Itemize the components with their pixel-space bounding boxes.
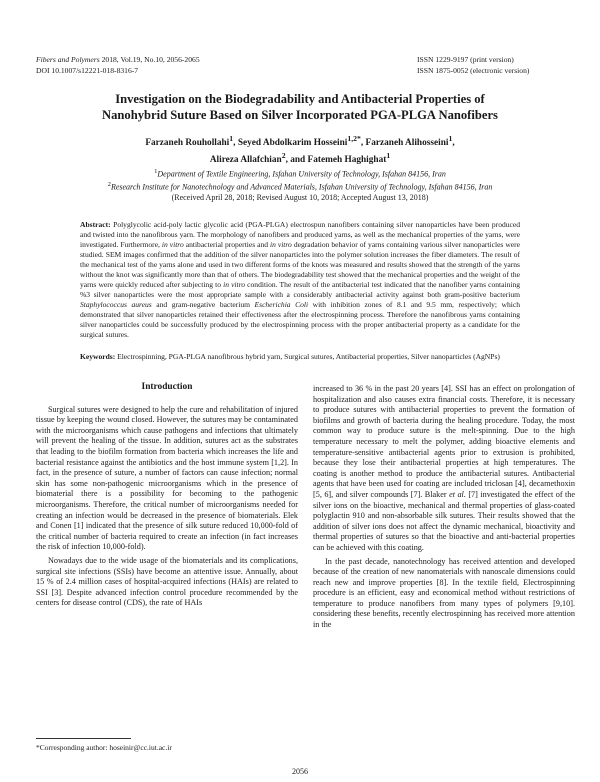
issn-electronic: ISSN 1875-0052 (electronic version) bbox=[417, 66, 530, 75]
abstract-text: degradation behavior of yarns containing various silver nanoparticles were studied. SEM images confirmed that the addition of the silver nanoparticles into the polymer solution increases the fiber diameters. The result of the mechanical test of the yarns alone and used in two different forms of the knots was measured and results showed that the strength of the yarns without the knot was significantly more than that of others. The biodegradability test showed that the mechanical properties and the weight of the yarns were quickly reduced after subjecting to bbox=[80, 240, 520, 289]
paragraph-text: [7] investigated the effect of the silver ions on the bioactive, mechanical and thermal properties of glass-coated polyglactin 910 and non-absorbable silk sutures. Their results showed that the addition of silver ions does not affect the dynamic mechanical, bioactivity and thermal properties of sutures so that the bioactive and anti-bacterial properties can be achieved with this coating. bbox=[313, 489, 576, 552]
left-column bbox=[36, 382, 298, 612]
author-affiliation-mark: 1 bbox=[448, 134, 453, 143]
paragraph-text: increased to 36 % in the past 20 years [4]. SSI has an effect on prolongation of hospitalization and also causes extra financial costs. Therefore, it is necessary to produce sutures with antibacterial properties to prevent the formation of biofilms and growth of bacteria during the healing procedure. Today, the most common way to produce suture is the melt-spinning. Due to the high temperature necessary to melt the polymer, adding bioactive elements and temperature-sensitive antibacterial agents prior to extrusion is prohibited, because they lose their antibacterial properties at high temperatures. The coating is another method to produce the antibacterial sutures. Antibacterial agents that have been used for coating are included triclosan [4], decamethoxin [5, 6], and silver compounds [7]. Blaker bbox=[313, 384, 575, 499]
doi: DOI 10.1007/s12221-018-8316-7 bbox=[36, 66, 139, 75]
paragraph bbox=[313, 384, 575, 554]
footnote-label: *Corresponding author: bbox=[36, 743, 110, 752]
author-affiliation-mark: 1 bbox=[229, 134, 234, 143]
author-name: Farzaneh Alihosseini bbox=[365, 138, 449, 149]
author-separator: , bbox=[285, 154, 291, 165]
paragraph: In the past decade, nanotechnology has received attention and developed because of the creation of new nanomaterials with nanoscale dimensions could reach new and improve properties [8]. In the textile field, Electrospinning procedure is an efficient, easy and economical method without restrictions of temperature to produce nanofibers from many types of polymers [9,10]. considering these benefits, recently electrospinning has received more attention in the bbox=[313, 556, 575, 630]
footnote-divider bbox=[36, 738, 131, 739]
affiliation-mark: 2 bbox=[107, 180, 111, 188]
author-affiliation-mark: 1,2* bbox=[347, 134, 361, 143]
author-affiliation-mark: 1 bbox=[386, 150, 391, 160]
authors-line-1 bbox=[40, 133, 560, 150]
abstract-text: antibacterial properties and bbox=[183, 240, 271, 249]
paper-title bbox=[40, 92, 560, 123]
title-line-1: Investigation on the Biodegradability and Antibacterial Properties of bbox=[115, 92, 485, 106]
received-dates: (Received April 28, 2018; Revised August 10, 2018; Accepted August 13, 2018) bbox=[171, 192, 429, 202]
keywords bbox=[80, 352, 520, 362]
abstract-text: and gram-negative bacterium bbox=[151, 300, 255, 309]
abstract bbox=[80, 220, 520, 340]
issn-header bbox=[417, 54, 529, 76]
author-email-link[interactable]: hoseinir@cc.iut.ac.ir bbox=[109, 743, 172, 752]
author-separator: , bbox=[360, 138, 366, 149]
corresponding-author-footnote bbox=[36, 743, 172, 752]
abstract-text: with inhibition zones of 8.1 and 9.5 mm, respectively; which demonstrated that silver nanoparticles retained their effectiveness after the electrospinning process. Therefore the nanofibrous yarns containing silver nanoparticles could be successfully produced by the electrospinning process with the proper antibacterial property as a candidate for the surgical sutures. bbox=[80, 300, 521, 339]
author-name: Fatemeh Haghighat bbox=[307, 154, 387, 165]
author-conjunction: and bbox=[290, 154, 308, 165]
right-column bbox=[313, 384, 575, 634]
abstract-label: Abstract: bbox=[80, 220, 111, 229]
journal-citation bbox=[36, 54, 200, 65]
author-name: Farzaneh Rouhollahi bbox=[145, 138, 230, 149]
title-line-2: Nanohybrid Suture Based on Silver Incorporated PGA-PLGA Nanofibers bbox=[102, 107, 498, 122]
affiliation-2 bbox=[20, 180, 580, 193]
affiliation-mark: 1 bbox=[154, 168, 158, 175]
page-number: 2056 bbox=[292, 767, 308, 776]
abstract-italic: Staphylococcus aureus bbox=[80, 300, 152, 309]
affiliations bbox=[20, 167, 580, 203]
author-separator: , bbox=[233, 138, 238, 149]
author-name: Seyed Abdolkarim Hosseini bbox=[237, 138, 348, 149]
journal-name: Fibers and Polymers bbox=[36, 55, 100, 64]
abstract-text: condition. The result of the antibacterial test indicated that the nanofiber yarns containing %3 silver nanoparticles were the most appropriate sample with a considerably antibacterial activity against both gram-positive bacterium bbox=[80, 280, 520, 299]
author-list bbox=[40, 133, 560, 166]
journal-volume: 2018, Vol.19, No.10, 2056-2065 bbox=[99, 55, 200, 64]
author-affiliation-mark: 2 bbox=[281, 150, 286, 160]
section-heading: Introduction bbox=[141, 382, 193, 392]
affiliation-text: Department of Textile Engineering, Isfahan University of Technology, Isfahan 84156, Iran bbox=[157, 169, 446, 179]
author-name: Alireza Allafchian bbox=[209, 154, 282, 165]
affiliation-1 bbox=[20, 167, 580, 180]
authors-line-2 bbox=[40, 150, 560, 167]
journal-header bbox=[36, 54, 200, 76]
paragraph: Surgical sutures were designed to help the cure and rehabilitation of injured tissue by keeping the wound closed. However, the sutures may be contaminated with the microorganisms which cause pathogens and infections that ultimately will prevent the healing of the tissue. In addition, sutures act as the substrates that leading to the biofilm formation from bacteria which increases the life and bacterial resistance against the antibiotics and the host immune system [1,2]. In fact, in the presence of suture, a number of factors can cause infection; normal skin has some non-pathogenic microorganisms which in the presence of biomaterial there is a possibility for becoming to the pathogenic microorganisms. Therefore, the critical number of microorganisms needed for creating an infection would be decreased in the presence of biomaterials. Elek and Conen [1] indicated that the presence of silk suture reduced 10,000-fold of the critical number of bacteria required to create an infection (in fact increases the risk of infection 10,000-fold). bbox=[36, 404, 298, 552]
affiliation-text: Research Institute for Nanotechnology and Advanced Materials, Isfahan University of Technology, Isfahan 84156, Iran bbox=[110, 182, 493, 192]
abstract-text: Polyglycolic acid-poly lactic glycolic acid (PGA-PLGA) electrospun nanofibers containing silver nanoparticles have been produced and twisted into the nanofibrous yarn. The morphology of nanofibers and produced yarns, as well as the mechanical properties of the yarns, were investigated. Furthermore, bbox=[80, 220, 520, 249]
abstract-italic: Escherichia Coli bbox=[254, 300, 309, 309]
keywords-label: Keywords: bbox=[80, 352, 116, 361]
keywords-text: Electrospinning, PGA-PLGA nanofibrous hybrid yarn, Surgical sutures, Antibacterial properties, Silver nanoparticles (AgNPs) bbox=[115, 352, 500, 361]
issn-print: ISSN 1229-9197 (print version) bbox=[417, 55, 514, 64]
abstract-italic: in vitro bbox=[161, 240, 184, 249]
paragraph-italic: et al. bbox=[449, 489, 466, 499]
paragraph: Nowadays due to the wide usage of the biomaterials and its complications, surgical site infections (SSIs) have become an attentive issue. Annually, about 15 % of 2.4 million cases of hospital-acquired infections (HAIs) are related to SSI [3]. Despite advanced infection control procedure recommended by the centers for disease control (CDS), the rate of HAIs bbox=[36, 555, 298, 608]
abstract-italic: in vitro bbox=[270, 240, 292, 249]
author-separator: , bbox=[452, 138, 455, 149]
abstract-italic: in vitro bbox=[223, 280, 246, 289]
